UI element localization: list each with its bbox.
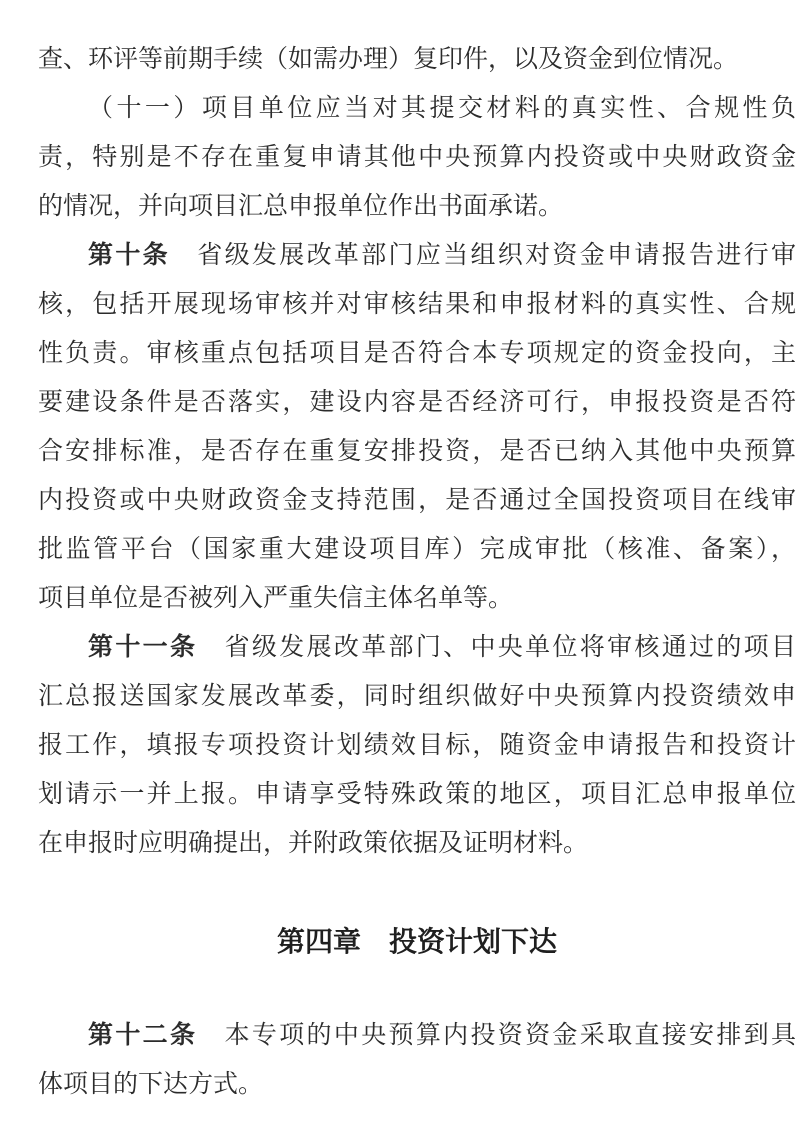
- text-line: [38, 1011, 796, 1060]
- text-line: 内投资或中央财政资金支持范围，是否通过全国投资项目在线审: [38, 487, 796, 514]
- article-number: 第十一条: [88, 634, 198, 661]
- article-text: 省级发展改革部门、中央单位将审核通过的项目: [197, 634, 796, 661]
- article-text: 本专项的中央预算内投资资金采取直接安排到具: [197, 1022, 796, 1049]
- text-line: [38, 231, 796, 280]
- text-line: 责，特别是不存在重复申请其他中央预算内投资或中央财政资金: [38, 144, 796, 171]
- article-text: 省级发展改革部门应当组织对资金申请报告进行审: [169, 242, 796, 269]
- text-line: 的情况，并向项目汇总申报单位作出书面承诺。: [38, 193, 564, 220]
- article-number: 第十条: [88, 242, 170, 269]
- text-line: 报工作，填报专项投资计划绩效目标，随资金申请报告和投资计: [38, 732, 796, 759]
- text-line: 核，包括开展现场审核并对审核结果和申报材料的真实性、合规: [38, 291, 796, 318]
- chapter-heading: 第四章 投资计划下达: [276, 926, 557, 957]
- text-line: 批监管平台（国家重大建设项目库）完成审批（核准、备案），: [38, 536, 796, 563]
- text-line: 汇总报送国家发展改革委，同时组织做好中央预算内投资绩效申: [38, 683, 796, 710]
- text-line: [38, 623, 796, 672]
- article-number: 第十二条: [88, 1022, 198, 1049]
- text-line: 合安排标准，是否存在重复安排投资，是否已纳入其他中央预算: [38, 438, 796, 465]
- text-line: 划请示一并上报。申请享受特殊政策的地区，项目汇总申报单位: [38, 781, 796, 808]
- text-line: 性负责。审核重点包括项目是否符合本专项规定的资金投向，主: [38, 340, 796, 367]
- text-line: 在申报时应明确提出，并附政策依据及证明材料。: [38, 830, 589, 857]
- text-line: 查、环评等前期手续（如需办理）复印件，以及资金到位情况。: [38, 46, 739, 73]
- text-line: 项目单位是否被列入严重失信主体名单等。: [38, 585, 514, 612]
- text-line: 体项目的下达方式。: [38, 1071, 264, 1098]
- text-line: （十一）项目单位应当对其提交材料的真实性、合规性负: [88, 95, 796, 122]
- text-line: 要建设条件是否落实，建设内容是否经济可行，申报投资是否符: [38, 389, 796, 416]
